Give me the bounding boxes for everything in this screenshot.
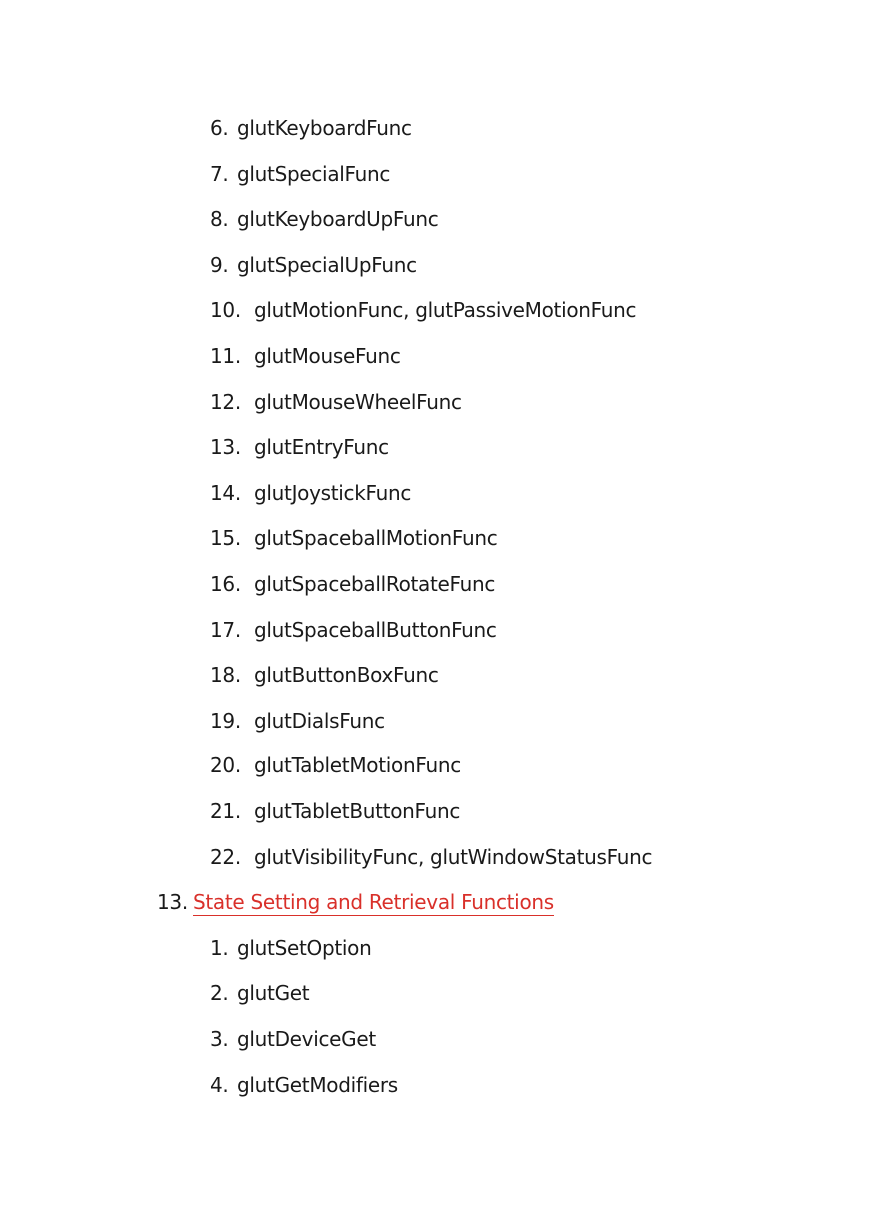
item-number: 12. xyxy=(210,390,241,414)
list-item xyxy=(210,1073,398,1097)
item-text: glutEntryFunc xyxy=(254,435,389,459)
list-item xyxy=(210,663,439,687)
item-number: 3. xyxy=(210,1027,229,1051)
item-number: 6. xyxy=(210,116,229,140)
list-item xyxy=(210,298,636,322)
item-text: glutMouseFunc xyxy=(254,344,401,368)
item-number: 15. xyxy=(210,526,241,550)
list-item xyxy=(210,753,461,777)
item-number: 18. xyxy=(210,663,241,687)
item-text: glutKeyboardUpFunc xyxy=(237,207,439,231)
item-number: 1. xyxy=(210,936,229,960)
item-number: 20. xyxy=(210,753,241,777)
item-text: glutKeyboardFunc xyxy=(237,116,412,140)
list-item xyxy=(210,981,309,1005)
item-number: 11. xyxy=(210,344,241,368)
list-item xyxy=(210,526,497,550)
item-text: glutSpaceballMotionFunc xyxy=(254,526,498,550)
item-number: 9. xyxy=(210,253,229,277)
item-number: 8. xyxy=(210,207,229,231)
item-text: glutGet xyxy=(237,981,310,1005)
item-text: glutSetOption xyxy=(237,936,372,960)
item-number: 4. xyxy=(210,1073,229,1097)
section-number: 13. xyxy=(157,890,188,914)
item-number: 21. xyxy=(210,799,241,823)
list-item xyxy=(210,936,371,960)
item-text: glutButtonBoxFunc xyxy=(254,663,439,687)
list-item xyxy=(210,1027,376,1051)
item-number: 2. xyxy=(210,981,229,1005)
item-text: glutMotionFunc, glutPassiveMotionFunc xyxy=(254,298,637,322)
list-item xyxy=(210,572,495,596)
item-text: glutJoystickFunc xyxy=(254,481,412,505)
item-number: 10. xyxy=(210,298,241,322)
list-item xyxy=(210,344,401,368)
item-text: glutSpecialUpFunc xyxy=(237,253,417,277)
section-link[interactable]: State Setting and Retrieval Functions xyxy=(193,890,554,914)
list-item xyxy=(210,162,390,186)
item-text: glutSpaceballRotateFunc xyxy=(254,572,496,596)
item-number: 13. xyxy=(210,435,241,459)
item-text: glutVisibilityFunc, glutWindowStatusFunc xyxy=(254,845,653,869)
list-item xyxy=(210,618,497,642)
item-number: 22. xyxy=(210,845,241,869)
item-number: 17. xyxy=(210,618,241,642)
item-text: glutDeviceGet xyxy=(237,1027,376,1051)
item-text: glutTabletMotionFunc xyxy=(254,753,461,777)
item-text: glutSpecialFunc xyxy=(237,162,391,186)
list-item xyxy=(210,481,411,505)
list-item xyxy=(210,253,417,277)
list-item xyxy=(210,116,412,140)
list-item xyxy=(210,799,460,823)
list-item xyxy=(210,709,385,733)
item-text: glutDialsFunc xyxy=(254,709,385,733)
item-number: 7. xyxy=(210,162,229,186)
list-item xyxy=(210,207,438,231)
item-text: glutTabletButtonFunc xyxy=(254,799,461,823)
item-number: 19. xyxy=(210,709,241,733)
list-item xyxy=(210,390,462,414)
item-text: glutMouseWheelFunc xyxy=(254,390,462,414)
list-item xyxy=(210,435,389,459)
item-text: glutGetModifiers xyxy=(237,1073,398,1097)
section-heading xyxy=(157,890,554,914)
item-number: 16. xyxy=(210,572,241,596)
item-text: glutSpaceballButtonFunc xyxy=(254,618,497,642)
item-number: 14. xyxy=(210,481,241,505)
list-item xyxy=(210,845,652,869)
